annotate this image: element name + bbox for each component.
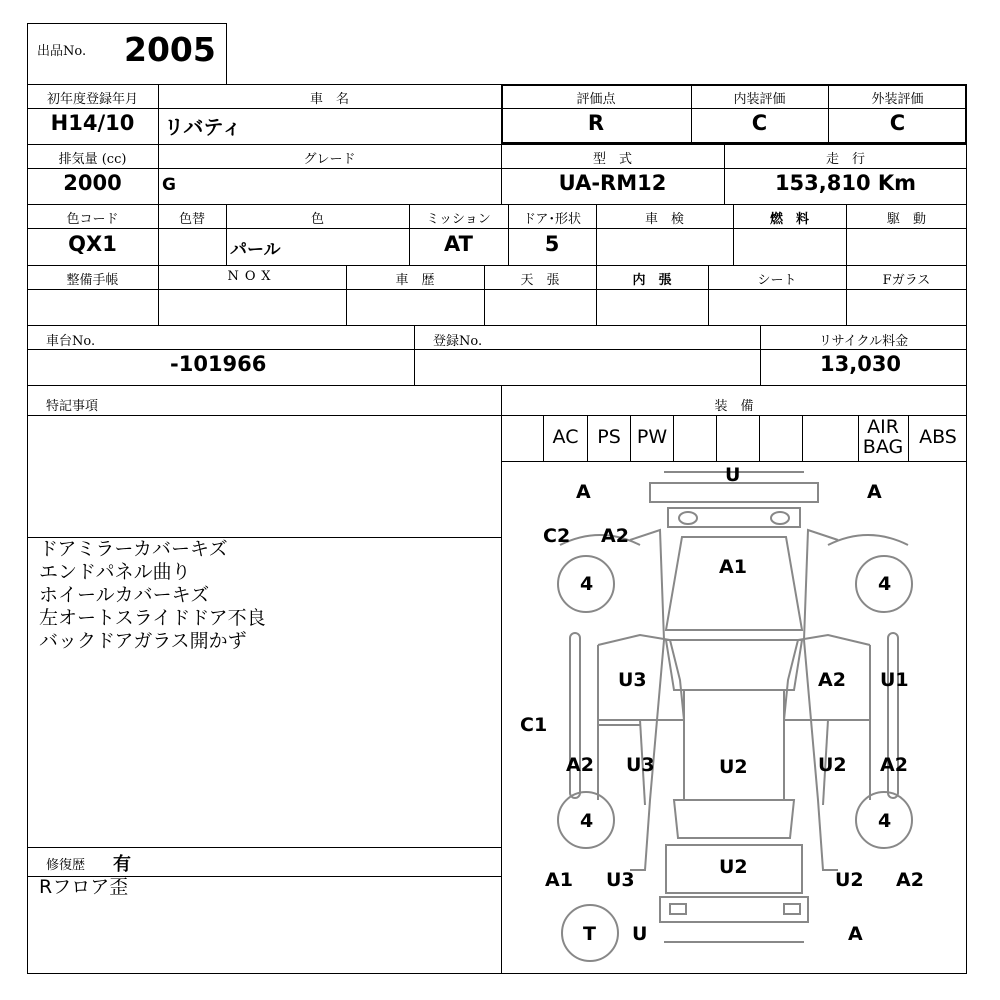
displacement-value: 2000: [63, 171, 122, 195]
drive-label: 駆 動: [886, 212, 926, 227]
equipment-airbag: AIR BAG: [862, 416, 904, 458]
mark-left-quarter: A1: [545, 869, 573, 891]
equipment-abs: ABS: [919, 426, 957, 448]
manual-label: 整備手帳: [66, 273, 119, 288]
mark-wheel-rr: 4: [878, 810, 892, 832]
rule: [27, 144, 967, 145]
car-name-label: 車 名: [309, 92, 349, 107]
registration-label: 登録No.: [433, 334, 483, 349]
note-line: 左オートスライドドア不良: [39, 607, 266, 629]
mission-label: ミッション: [426, 212, 491, 227]
mark-front-right-corner: A: [867, 481, 882, 503]
mark-hood: A1: [719, 556, 747, 578]
interior-label: 内装評価: [733, 92, 786, 107]
rule: [759, 415, 760, 461]
door-value: 5: [544, 232, 560, 256]
door-label: ドア･形状: [522, 212, 582, 227]
fglass-label: Fガラス: [882, 273, 931, 288]
mark-right-quarter: A2: [896, 869, 924, 891]
displacement-label: 排気量 (cc): [58, 152, 127, 167]
interior-lining-label: 内 張: [632, 273, 672, 288]
equipment-ac: AC: [552, 426, 579, 448]
rule: [27, 325, 967, 326]
mark-rear-bumper: U: [632, 923, 648, 945]
mark-right-front-door: A2: [818, 669, 846, 691]
recycle-label: リサイクル料金: [818, 334, 909, 349]
rule: [501, 385, 502, 974]
rule: [27, 204, 967, 205]
rule: [27, 349, 967, 350]
mark-left-tail: U3: [606, 869, 635, 891]
first-reg-label: 初年度登録年月: [46, 92, 138, 107]
rule: [414, 325, 415, 385]
notes-label: 特記事項: [46, 399, 99, 414]
inspection-label: 車 検: [644, 212, 684, 227]
chassis-label: 車台No.: [46, 334, 96, 349]
repair-detail: Rフロア歪: [39, 876, 129, 898]
note-line: バックドアガラス開かず: [39, 630, 247, 652]
mileage-value: 153,810 Km: [774, 171, 917, 195]
mark-left-front-door: U3: [618, 669, 647, 691]
car-name-value: リバティ: [164, 115, 242, 139]
model-label: 型 式: [592, 152, 632, 167]
repair-label: 修復歴: [46, 858, 86, 873]
rule: [716, 415, 717, 461]
mark-right-rear-door: U2: [818, 754, 847, 776]
mark-wheel-fr: 4: [878, 573, 892, 595]
rule: [802, 415, 803, 461]
rule: [27, 289, 967, 290]
repaint-label: 色替: [178, 212, 205, 227]
color-label: 色: [310, 212, 324, 227]
mileage-label: 走 行: [825, 152, 865, 167]
rule: [27, 265, 967, 266]
mark-left-rear-door: U3: [626, 754, 655, 776]
lot-number: 2005: [124, 30, 216, 69]
roof-label: 天 張: [520, 273, 560, 288]
color-value: パール: [230, 240, 281, 260]
mark-wheel-rl: 4: [580, 810, 594, 832]
mark-rear-right-corner: A: [848, 923, 863, 945]
mark-left-mirror: C2: [543, 525, 571, 547]
nox-label: NOX: [227, 269, 277, 284]
mark-left-rear-panel: A2: [566, 754, 594, 776]
mark-wheel-fl: 4: [580, 573, 594, 595]
mark-right-tail: U2: [835, 869, 864, 891]
rule: [27, 415, 967, 416]
note-line: ホイールカバーキズ: [39, 584, 210, 606]
note-line: エンドパネル曲り: [39, 561, 191, 583]
model-value: UA-RM12: [558, 171, 667, 195]
repair-value: 有: [113, 854, 131, 875]
color-code-label: 色コード: [66, 212, 119, 227]
mark-right-rear-panel: A2: [880, 754, 908, 776]
mission-value: AT: [444, 232, 473, 256]
mark-back-door: U2: [719, 856, 748, 878]
mark-front-left-corner: A: [576, 481, 591, 503]
mark-left-fender: A2: [601, 525, 629, 547]
chassis-value: -101966: [170, 352, 267, 376]
equipment-label: 装 備: [714, 399, 754, 414]
fuel-label: 燃 料: [769, 212, 809, 227]
mark-spare-tire: T: [583, 923, 596, 945]
equipment-ps: PS: [597, 426, 621, 448]
exterior-label: 外装評価: [871, 92, 924, 107]
equipment-pw: PW: [636, 426, 668, 448]
notes-list: [39, 538, 266, 653]
mark-right-rocker: U1: [880, 669, 909, 691]
mark-left-rocker: C1: [520, 714, 548, 736]
grade-label: グレード: [303, 152, 356, 167]
rule: [673, 415, 674, 461]
rule: [27, 168, 967, 169]
grade-value: G: [162, 175, 176, 195]
recycle-value: 13,030: [820, 352, 902, 376]
color-code-value: QX1: [68, 232, 117, 256]
rule: [501, 461, 967, 462]
rule: [27, 385, 967, 386]
lot-label: 出品No.: [37, 44, 87, 59]
history-label: 車 歴: [395, 273, 435, 288]
exterior-value: C: [889, 111, 906, 135]
first-reg-value: H14/10: [50, 111, 135, 135]
score-value: R: [587, 111, 605, 135]
rule: [27, 847, 501, 848]
note-line: ドアミラーカバーキズ: [39, 538, 228, 560]
interior-value: C: [751, 111, 768, 135]
mark-roof: U2: [719, 756, 748, 778]
score-label: 評価点: [576, 92, 616, 107]
mark-front-bumper: U: [725, 464, 741, 486]
rule: [27, 228, 967, 229]
seat-label: シート: [757, 273, 797, 288]
